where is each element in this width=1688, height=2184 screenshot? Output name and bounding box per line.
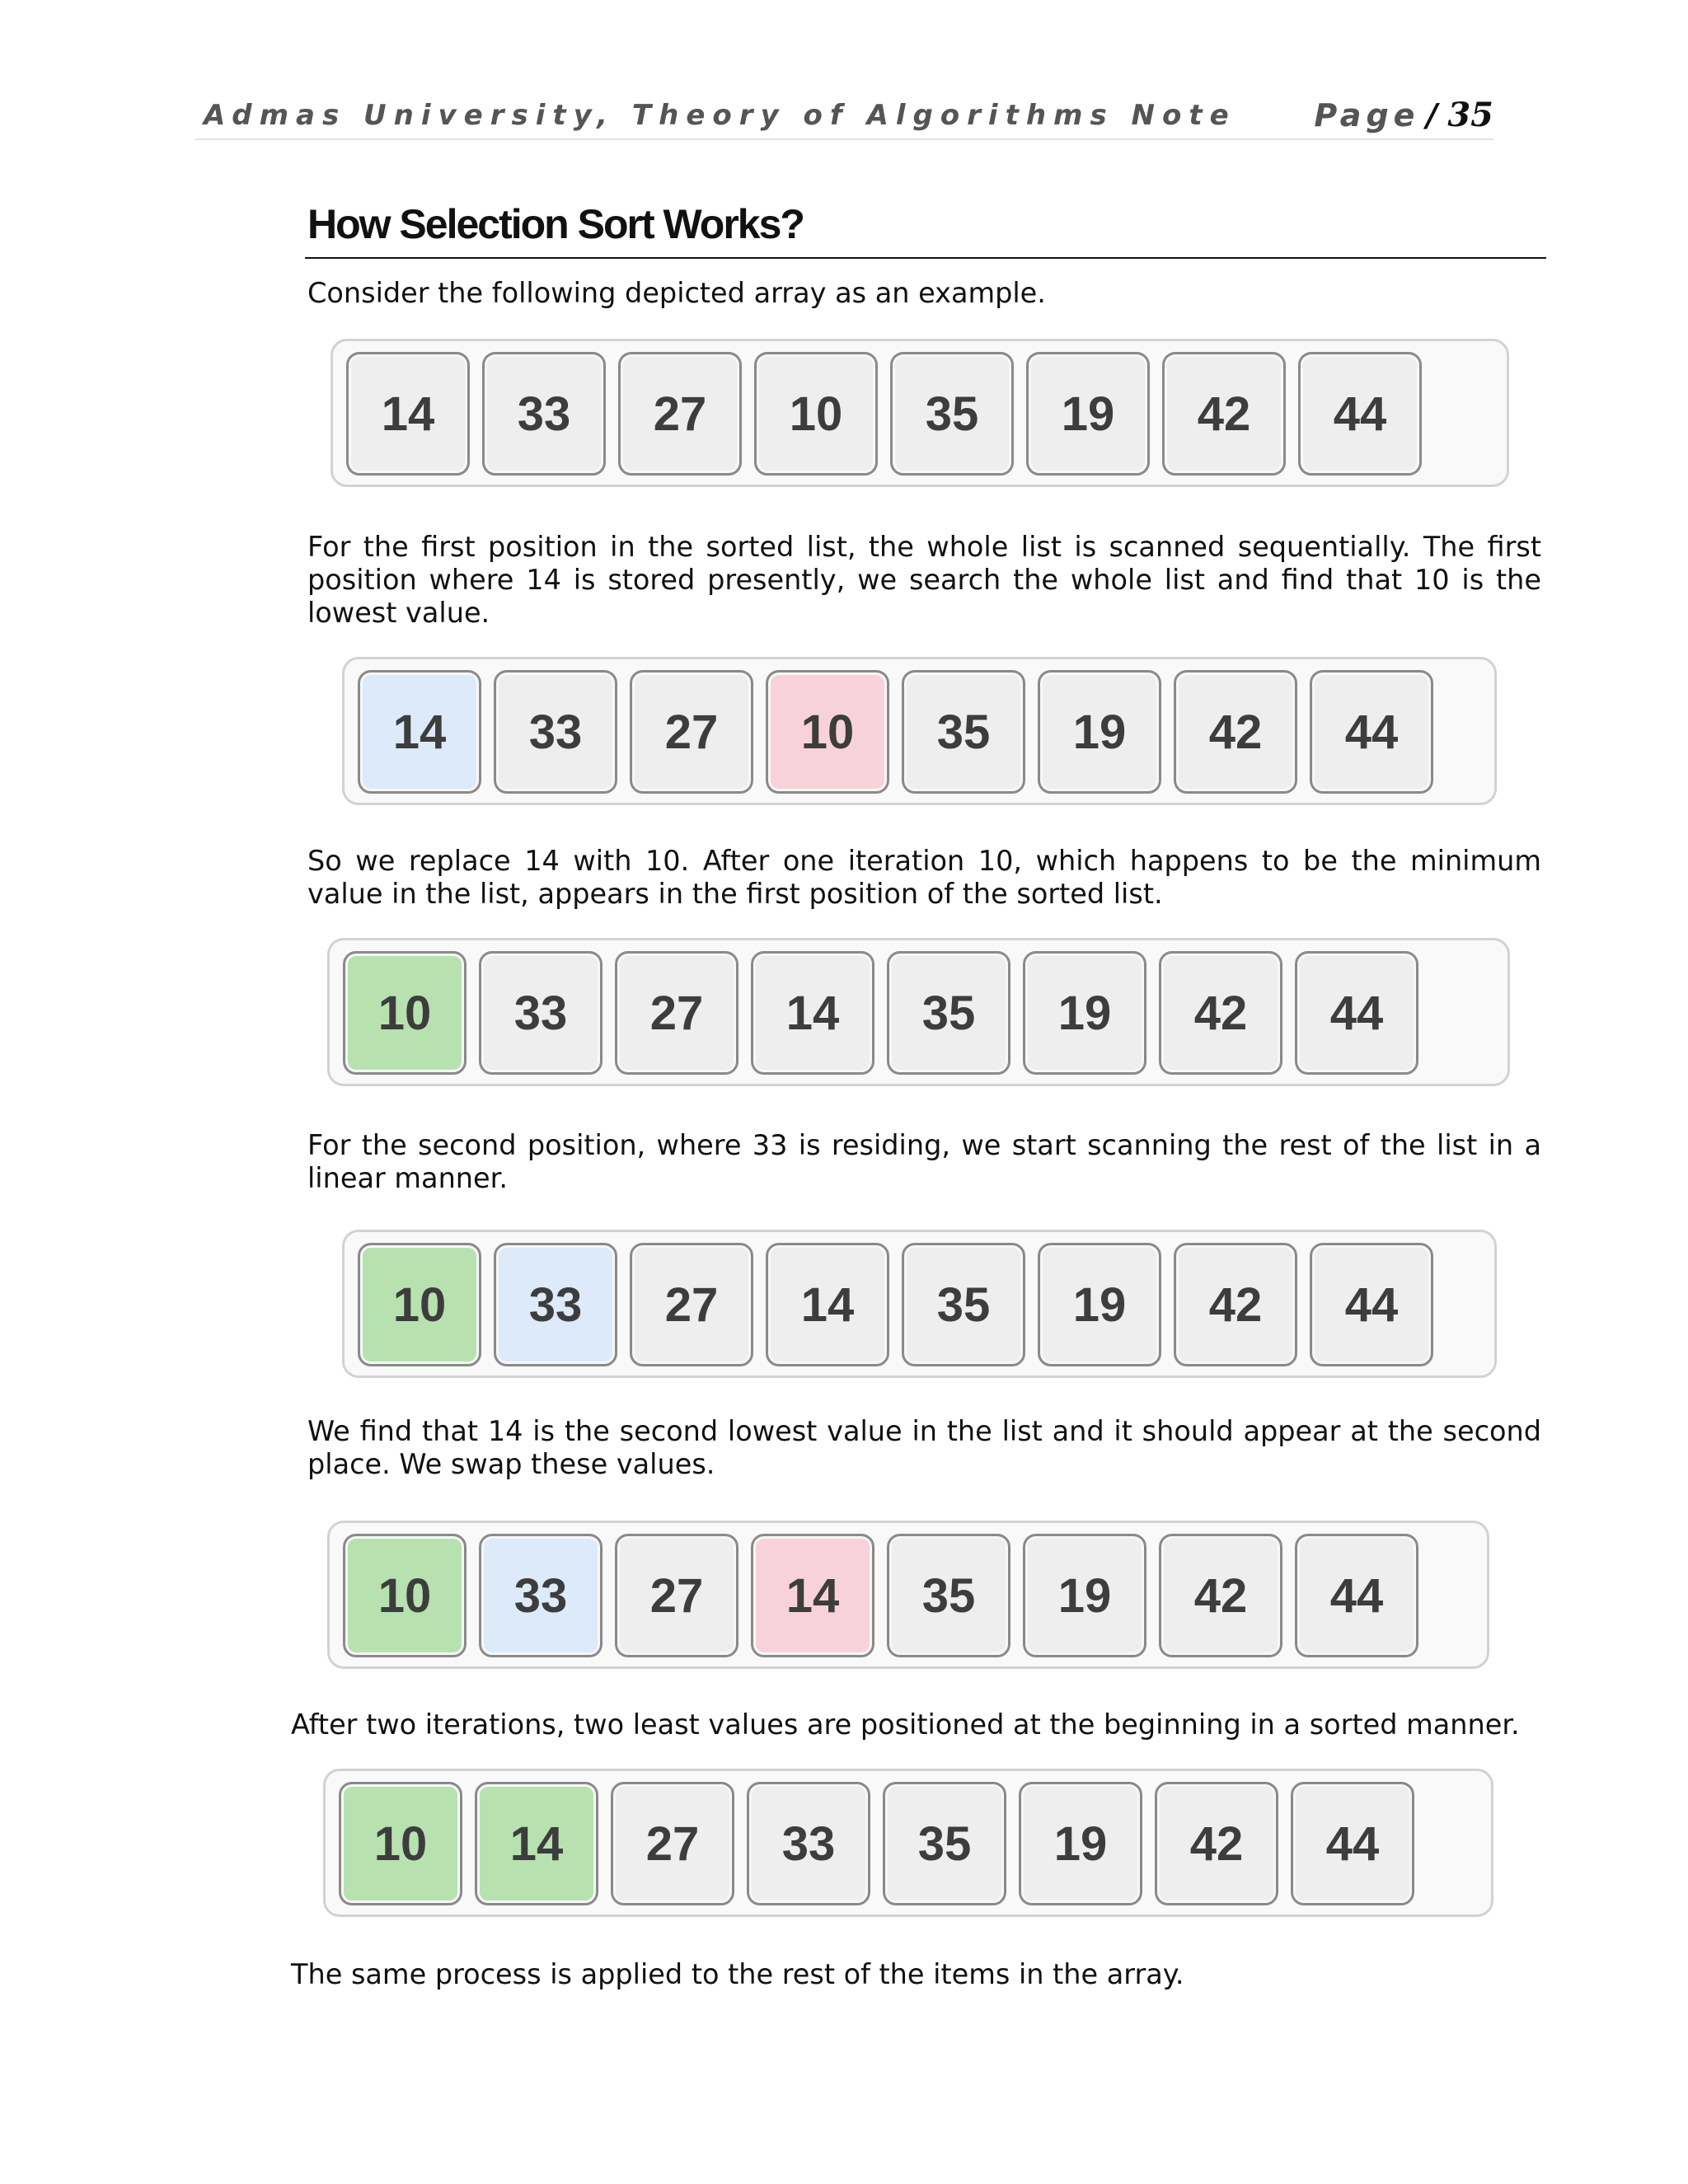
array-cell: 14 [751,1534,874,1657]
page-header [195,96,1493,140]
paragraph-second-scan: For the second position, where 33 is residing, we start scanning the rest of the list in a linear manner. [307,1129,1541,1194]
array-cell: 33 [747,1782,870,1905]
title-divider [305,257,1546,259]
section-title: How Selection Sort Works? [307,201,804,247]
array-cell: 42 [1155,1782,1278,1905]
array-diagram-3 [327,938,1510,1086]
array-cell: 27 [630,1243,753,1366]
array-diagram-2 [342,657,1497,805]
array-cell: 27 [615,951,738,1075]
array-cell: 35 [887,1534,1010,1657]
array-cells [339,1782,1414,1905]
array-cell: 19 [1026,352,1150,476]
array-diagram-5 [327,1521,1489,1669]
array-cell: 44 [1298,352,1422,476]
page-number: 35 [1447,96,1493,134]
array-cell: 35 [887,951,1010,1075]
array-cell: 10 [358,1243,481,1366]
array-cells [358,670,1433,794]
array-cell: 27 [611,1782,734,1905]
array-cell: 19 [1023,1534,1146,1657]
page-separator: / [1426,97,1443,134]
array-cells [343,1534,1418,1657]
array-cell: 19 [1019,1782,1142,1905]
paragraph-first-swap: So we replace 14 with 10. After one iteration 10, which happens to be the minimum value in the list, appears in the first position of the sorted list. [307,845,1541,910]
array-cell: 42 [1159,951,1282,1075]
array-cell: 42 [1159,1534,1282,1657]
array-cell: 14 [766,1243,889,1366]
array-cell: 44 [1295,1534,1418,1657]
array-cell: 42 [1174,670,1297,794]
array-cell: 33 [494,1243,617,1366]
array-cell: 27 [630,670,753,794]
array-diagram-4 [342,1230,1497,1378]
array-cells [358,1243,1433,1366]
paragraph-second-swap: We find that 14 is the second lowest value in the list and it should appear at the second place. We swap these values. [307,1415,1541,1480]
page-indicator [1314,96,1493,134]
array-cell: 14 [346,352,470,476]
array-cell: 27 [618,352,742,476]
array-cell: 14 [358,670,481,794]
array-cells [346,352,1422,476]
array-cell: 44 [1291,1782,1414,1905]
array-cell: 14 [751,951,874,1075]
array-cell: 10 [343,1534,467,1657]
array-cell: 35 [902,670,1025,794]
array-diagram-6 [323,1769,1493,1917]
array-cell: 10 [339,1782,462,1905]
array-cell: 19 [1038,670,1161,794]
array-cell: 35 [890,352,1014,476]
array-cell: 44 [1310,1243,1433,1366]
array-cell: 33 [479,1534,603,1657]
array-cell: 19 [1023,951,1146,1075]
array-cell: 44 [1310,670,1433,794]
array-cell: 10 [754,352,878,476]
array-cell: 10 [766,670,889,794]
paragraph-conclusion: The same process is applied to the rest of the items in the array. [291,1958,1184,1990]
header-title: Admas University, Theory of Algorithms Note [204,99,1236,132]
array-cell: 42 [1174,1243,1297,1366]
array-cell: 33 [479,951,603,1075]
array-cell: 44 [1295,951,1418,1075]
paragraph-two-iterations: After two iterations, two least values are positioned at the beginning in a sorted manner. [291,1708,1520,1741]
array-cell: 35 [902,1243,1025,1366]
array-cells [343,951,1418,1075]
array-cell: 33 [494,670,617,794]
page-label: Page [1314,97,1420,134]
array-cell: 33 [482,352,606,476]
paragraph-intro: Consider the following depicted array as an example. [307,277,1046,309]
array-diagram-1 [331,339,1509,487]
array-cell: 35 [883,1782,1006,1905]
array-cell: 19 [1038,1243,1161,1366]
array-cell: 27 [615,1534,738,1657]
paragraph-first-scan: For the first position in the sorted list, the whole list is scanned sequentially. The first position where 14 is stored presently, we search the whole list and find that 10 is the lowest value. [307,531,1541,629]
array-cell: 42 [1162,352,1286,476]
array-cell: 14 [475,1782,598,1905]
array-cell: 10 [343,951,467,1075]
